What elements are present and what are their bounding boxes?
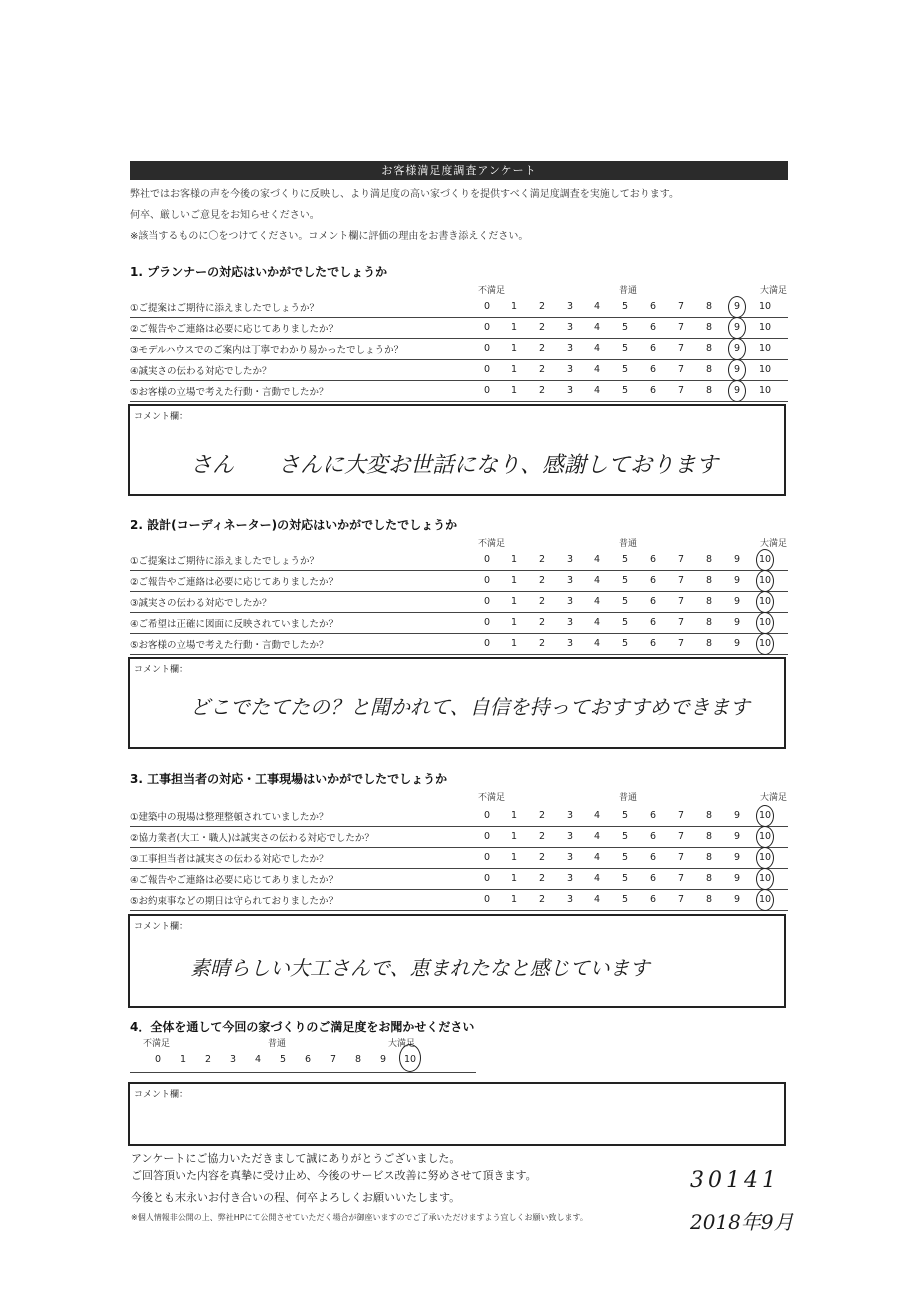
section-2-heading: 2. 設計(コーディネーター)の対応はいかがでしたでしょうか (130, 518, 458, 532)
rating-option-4[interactable]: 4 (593, 831, 601, 842)
scale-label-high: 大満足 (760, 793, 788, 803)
rating-option-1[interactable]: 1 (510, 364, 518, 375)
question-text: ⑤お客様の立場で考えた行動・言動でしたか？ (130, 387, 329, 398)
rating-option-3[interactable]: 3 (566, 385, 574, 396)
answer-circle (756, 591, 774, 613)
rating-option-3[interactable]: 3 (566, 617, 574, 628)
section4-rating-option-6[interactable]: 6 (304, 1054, 312, 1065)
rating-option-3[interactable]: 3 (566, 638, 574, 649)
question-text: ①ご提案はご期待に添えましたでしょうか？ (130, 556, 320, 567)
question-row (130, 359, 788, 381)
rating-option-0[interactable]: 0 (483, 343, 491, 354)
rating-option-1[interactable]: 1 (510, 810, 518, 821)
rating-option-3[interactable]: 3 (566, 810, 574, 821)
rating-option-10[interactable]: 10 (758, 301, 772, 312)
rating-option-6[interactable]: 6 (649, 364, 657, 375)
rating-option-9[interactable]: 9 (733, 385, 741, 396)
rating-option-6[interactable]: 6 (649, 596, 657, 607)
section4-scale-low: 不満足 (143, 1039, 171, 1049)
rating-option-2[interactable]: 2 (538, 873, 546, 884)
rating-option-4[interactable]: 4 (593, 617, 601, 628)
rating-option-7[interactable]: 7 (677, 596, 685, 607)
rating-option-9[interactable]: 9 (733, 364, 741, 375)
rating-option-2[interactable]: 2 (538, 831, 546, 842)
rating-option-5[interactable]: 5 (621, 617, 629, 628)
rating-option-7[interactable]: 7 (677, 831, 685, 842)
comment-label: コメント欄： (134, 412, 189, 422)
rating-option-3[interactable]: 3 (566, 873, 574, 884)
privacy-note: ※個人情報非公開の上、弊社HPにて公開させていただく場合が御座いますのでご了承いただけますよう宜しくお願い致します。 (131, 1213, 588, 1222)
section4-rating-option-9[interactable]: 9 (379, 1054, 387, 1065)
rating-option-9[interactable]: 9 (733, 810, 741, 821)
rating-option-10[interactable]: 10 (758, 322, 772, 333)
rating-option-5[interactable]: 5 (621, 385, 629, 396)
rating-option-9[interactable]: 9 (733, 638, 741, 649)
section4-rating-option-1[interactable]: 1 (179, 1054, 187, 1065)
scale-label-mid: 普通 (619, 286, 638, 296)
rating-option-6[interactable]: 6 (649, 343, 657, 354)
rating-option-9[interactable]: 9 (733, 575, 741, 586)
rating-option-2[interactable]: 2 (538, 575, 546, 586)
answer-circle (756, 570, 774, 592)
section-1-comment-text: さん さんに大変お世話になり、感謝しております (190, 453, 719, 478)
question-text: ②協力業者(大工・職人)は誠実さの伝わる対応でしたか？ (130, 833, 374, 844)
rating-option-10[interactable]: 10 (758, 343, 772, 354)
rating-option-4[interactable]: 4 (593, 322, 601, 333)
rating-option-2[interactable]: 2 (538, 554, 546, 565)
section-2-comment-box (128, 657, 786, 749)
rating-option-8[interactable]: 8 (705, 385, 713, 396)
rating-option-3[interactable]: 3 (566, 322, 574, 333)
section4-underline (130, 1072, 476, 1073)
rating-option-0[interactable]: 0 (483, 596, 491, 607)
rating-option-4[interactable]: 4 (593, 364, 601, 375)
rating-option-3[interactable]: 3 (566, 575, 574, 586)
rating-option-6[interactable]: 6 (649, 301, 657, 312)
rating-option-5[interactable]: 5 (621, 364, 629, 375)
footer-line-1: アンケートにご協力いただきまして誠にありがとうございました。 (131, 1152, 461, 1165)
rating-option-2[interactable]: 2 (538, 343, 546, 354)
question-text: ④ご報告やご連絡は必要に応じてありましたか？ (130, 875, 339, 886)
rating-option-6[interactable]: 6 (649, 810, 657, 821)
rating-option-7[interactable]: 7 (677, 364, 685, 375)
answer-circle (756, 826, 774, 848)
rating-option-9[interactable]: 9 (733, 894, 741, 905)
rating-option-2[interactable]: 2 (538, 322, 546, 333)
rating-option-5[interactable]: 5 (621, 894, 629, 905)
rating-option-0[interactable]: 0 (483, 554, 491, 565)
rating-option-6[interactable]: 6 (649, 831, 657, 842)
question-row (130, 317, 788, 339)
rating-option-7[interactable]: 7 (677, 385, 685, 396)
question-text: ①ご提案はご期待に添えましたでしょうか？ (130, 303, 320, 314)
rating-option-4[interactable]: 4 (593, 873, 601, 884)
scale-label-low: 不満足 (478, 286, 506, 296)
rating-option-9[interactable]: 9 (733, 831, 741, 842)
section4-scale-high: 大満足 (388, 1039, 416, 1049)
rating-option-0[interactable]: 0 (483, 617, 491, 628)
rating-option-6[interactable]: 6 (649, 894, 657, 905)
rating-option-1[interactable]: 1 (510, 873, 518, 884)
section4-rating-option-5[interactable]: 5 (279, 1054, 287, 1065)
rating-option-2[interactable]: 2 (538, 617, 546, 628)
rating-option-0[interactable]: 0 (483, 810, 491, 821)
answer-circle (756, 633, 774, 655)
rating-option-7[interactable]: 7 (677, 301, 685, 312)
rating-option-8[interactable]: 8 (705, 617, 713, 628)
answer-circle (728, 359, 746, 381)
scale-label-mid: 普通 (619, 539, 638, 549)
answer-circle (728, 380, 746, 402)
rating-option-5[interactable]: 5 (621, 810, 629, 821)
question-row (130, 296, 788, 318)
rating-option-1[interactable]: 1 (510, 554, 518, 565)
rating-option-9[interactable]: 9 (733, 322, 741, 333)
answer-circle (728, 317, 746, 339)
question-row (130, 549, 788, 571)
answer-circle (756, 847, 774, 869)
rating-option-8[interactable]: 8 (705, 343, 713, 354)
answer-circle (728, 338, 746, 360)
rating-option-7[interactable]: 7 (677, 343, 685, 354)
rating-option-3[interactable]: 3 (566, 343, 574, 354)
rating-option-9[interactable]: 9 (733, 852, 741, 863)
scale-label-high: 大満足 (760, 286, 788, 296)
survey-title: お客様満足度調査アンケート (130, 161, 788, 180)
question-text: ③工事担当者は誠実さの伝わる対応でしたか？ (130, 854, 329, 865)
rating-option-4[interactable]: 4 (593, 596, 601, 607)
rating-option-0[interactable]: 0 (483, 894, 491, 905)
section-2-comment-text: どこでたてたの？と聞かれて、自信を持っておすすめできます (190, 695, 750, 719)
question-text: ④ご希望は正確に図面に反映されていましたか？ (130, 619, 339, 630)
handwritten-date: 2018年9月 (690, 1210, 794, 1234)
rating-option-3[interactable]: 3 (566, 831, 574, 842)
rating-option-9[interactable]: 9 (733, 554, 741, 565)
rating-option-8[interactable]: 8 (705, 638, 713, 649)
rating-option-10[interactable]: 10 (758, 852, 772, 863)
rating-option-7[interactable]: 7 (677, 810, 685, 821)
rating-option-6[interactable]: 6 (649, 575, 657, 586)
question-row (130, 612, 788, 634)
question-row (130, 338, 788, 360)
rating-option-5[interactable]: 5 (621, 322, 629, 333)
section4-rating-option-4[interactable]: 4 (254, 1054, 262, 1065)
section-3-heading: 3. 工事担当者の対応・工事現場はいかがでしたでしょうか (130, 772, 448, 786)
rating-option-10[interactable]: 10 (758, 617, 772, 628)
rating-option-6[interactable]: 6 (649, 554, 657, 565)
rating-option-4[interactable]: 4 (593, 575, 601, 586)
section4-rating-option-3[interactable]: 3 (229, 1054, 237, 1065)
rating-option-10[interactable]: 10 (758, 831, 772, 842)
rating-option-6[interactable]: 6 (649, 638, 657, 649)
rating-option-1[interactable]: 1 (510, 894, 518, 905)
rating-option-8[interactable]: 8 (705, 810, 713, 821)
rating-option-0[interactable]: 0 (483, 322, 491, 333)
answer-circle (756, 612, 774, 634)
section-3-comment-box (128, 914, 786, 1008)
rating-option-8[interactable]: 8 (705, 873, 713, 884)
footer-line-3: 今後とも末永いお付き合いの程、何卒よろしくお願いいたします。 (131, 1191, 461, 1204)
section4-rating-option-10[interactable]: 10 (403, 1054, 417, 1065)
rating-option-2[interactable]: 2 (538, 596, 546, 607)
rating-option-5[interactable]: 5 (621, 852, 629, 863)
rating-option-10[interactable]: 10 (758, 596, 772, 607)
rating-option-2[interactable]: 2 (538, 385, 546, 396)
section-3-comment-text: 素晴らしい大工さんで、恵まれたなと感じています (190, 956, 650, 980)
rating-option-2[interactable]: 2 (538, 810, 546, 821)
rating-option-10[interactable]: 10 (758, 638, 772, 649)
rating-option-5[interactable]: 5 (621, 343, 629, 354)
question-text: ⑤お約束事などの期日は守られておりましたか？ (130, 896, 339, 907)
rating-option-1[interactable]: 1 (510, 322, 518, 333)
question-row (130, 805, 788, 827)
rating-option-5[interactable]: 5 (621, 575, 629, 586)
rating-option-7[interactable]: 7 (677, 617, 685, 628)
rating-option-1[interactable]: 1 (510, 638, 518, 649)
rating-option-0[interactable]: 0 (483, 852, 491, 863)
rating-option-5[interactable]: 5 (621, 873, 629, 884)
rating-option-7[interactable]: 7 (677, 322, 685, 333)
rating-option-1[interactable]: 1 (510, 301, 518, 312)
question-row (130, 570, 788, 592)
rating-option-3[interactable]: 3 (566, 554, 574, 565)
rating-option-8[interactable]: 8 (705, 596, 713, 607)
scale-label-low: 不満足 (478, 539, 506, 549)
section4-scale-mid: 普通 (268, 1039, 287, 1049)
rating-option-5[interactable]: 5 (621, 831, 629, 842)
handwritten-id: 30141 (690, 1168, 780, 1193)
rating-option-8[interactable]: 8 (705, 831, 713, 842)
rating-option-5[interactable]: 5 (621, 596, 629, 607)
rating-option-0[interactable]: 0 (483, 638, 491, 649)
rating-option-7[interactable]: 7 (677, 894, 685, 905)
section4-answer-circle (399, 1044, 421, 1072)
rating-option-5[interactable]: 5 (621, 638, 629, 649)
rating-option-1[interactable]: 1 (510, 385, 518, 396)
section4-rating-option-0[interactable]: 0 (154, 1054, 162, 1065)
section-1-comment-box (128, 404, 786, 496)
comment-label: コメント欄： (134, 665, 189, 675)
comment-label: コメント欄： (134, 1090, 189, 1100)
rating-option-9[interactable]: 9 (733, 617, 741, 628)
rating-option-8[interactable]: 8 (705, 364, 713, 375)
section4-rating-option-8[interactable]: 8 (354, 1054, 362, 1065)
rating-option-7[interactable]: 7 (677, 638, 685, 649)
rating-option-4[interactable]: 4 (593, 554, 601, 565)
rating-option-3[interactable]: 3 (566, 852, 574, 863)
answer-circle (756, 868, 774, 890)
rating-option-5[interactable]: 5 (621, 301, 629, 312)
rating-option-1[interactable]: 1 (510, 852, 518, 863)
rating-option-2[interactable]: 2 (538, 638, 546, 649)
rating-option-10[interactable]: 10 (758, 385, 772, 396)
rating-option-7[interactable]: 7 (677, 873, 685, 884)
rating-option-1[interactable]: 1 (510, 596, 518, 607)
question-text: ①建築中の現場は整理整頓されていましたか？ (130, 812, 329, 823)
answer-circle (756, 549, 774, 571)
rating-option-8[interactable]: 8 (705, 301, 713, 312)
rating-option-2[interactable]: 2 (538, 301, 546, 312)
question-text: ③モデルハウスでのご案内は丁寧でわかり易かったでしょうか？ (130, 345, 404, 356)
rating-option-10[interactable]: 10 (758, 810, 772, 821)
scale-label-mid: 普通 (619, 793, 638, 803)
intro-line-2: 何卒、厳しいご意見をお知らせください。 (130, 210, 320, 221)
rating-option-4[interactable]: 4 (593, 852, 601, 863)
comment-label: コメント欄： (134, 922, 189, 932)
rating-option-0[interactable]: 0 (483, 301, 491, 312)
rating-option-8[interactable]: 8 (705, 575, 713, 586)
rating-option-7[interactable]: 7 (677, 575, 685, 586)
rating-option-2[interactable]: 2 (538, 364, 546, 375)
answer-circle (756, 889, 774, 911)
rating-option-9[interactable]: 9 (733, 343, 741, 354)
question-row (130, 633, 788, 655)
answer-circle (756, 805, 774, 827)
rating-option-3[interactable]: 3 (566, 301, 574, 312)
question-row (130, 889, 788, 911)
rating-option-9[interactable]: 9 (733, 596, 741, 607)
rating-option-0[interactable]: 0 (483, 831, 491, 842)
rating-option-6[interactable]: 6 (649, 385, 657, 396)
rating-option-10[interactable]: 10 (758, 894, 772, 905)
rating-option-0[interactable]: 0 (483, 364, 491, 375)
rating-option-8[interactable]: 8 (705, 322, 713, 333)
rating-option-1[interactable]: 1 (510, 575, 518, 586)
question-text: ②ご報告やご連絡は必要に応じてありましたか？ (130, 324, 339, 335)
rating-option-9[interactable]: 9 (733, 301, 741, 312)
rating-option-5[interactable]: 5 (621, 554, 629, 565)
scale-label-low: 不満足 (478, 793, 506, 803)
section4-comment-box (128, 1082, 786, 1146)
rating-option-10[interactable]: 10 (758, 554, 772, 565)
rating-option-0[interactable]: 0 (483, 385, 491, 396)
rating-option-3[interactable]: 3 (566, 894, 574, 905)
rating-option-3[interactable]: 3 (566, 596, 574, 607)
rating-option-6[interactable]: 6 (649, 852, 657, 863)
question-row (130, 868, 788, 890)
rating-option-1[interactable]: 1 (510, 831, 518, 842)
rating-option-6[interactable]: 6 (649, 617, 657, 628)
rating-option-4[interactable]: 4 (593, 638, 601, 649)
intro-line-1: 弊社ではお客様の声を今後の家づくりに反映し、より満足度の高い家づくりを提供すべく満足度調査を実施しております。 (130, 189, 679, 200)
rating-option-4[interactable]: 4 (593, 810, 601, 821)
rating-option-0[interactable]: 0 (483, 873, 491, 884)
rating-option-8[interactable]: 8 (705, 554, 713, 565)
rating-option-7[interactable]: 7 (677, 554, 685, 565)
section4-heading: 4．全体を通して今回の家づくりのご満足度をお聞かせください (130, 1020, 475, 1034)
footer-line-2: ご回答頂いた内容を真摯に受け止め、今後のサービス改善に努めさせて頂きます。 (131, 1169, 537, 1182)
section-1-heading: 1. プランナーの対応はいかがでしたでしょうか (130, 265, 388, 279)
rating-option-0[interactable]: 0 (483, 575, 491, 586)
rating-option-7[interactable]: 7 (677, 852, 685, 863)
question-row (130, 826, 788, 848)
rating-option-4[interactable]: 4 (593, 301, 601, 312)
rating-option-2[interactable]: 2 (538, 894, 546, 905)
rating-option-10[interactable]: 10 (758, 575, 772, 586)
question-row (130, 591, 788, 613)
rating-option-8[interactable]: 8 (705, 894, 713, 905)
rating-option-3[interactable]: 3 (566, 364, 574, 375)
question-text: ③誠実さの伝わる対応でしたか？ (130, 598, 272, 609)
rating-option-10[interactable]: 10 (758, 873, 772, 884)
rating-option-6[interactable]: 6 (649, 322, 657, 333)
rating-option-4[interactable]: 4 (593, 894, 601, 905)
question-row (130, 847, 788, 869)
question-text: ⑤お客様の立場で考えた行動・言動でしたか？ (130, 640, 329, 651)
answer-circle (728, 296, 746, 318)
rating-option-6[interactable]: 6 (649, 873, 657, 884)
rating-option-4[interactable]: 4 (593, 343, 601, 354)
rating-option-10[interactable]: 10 (758, 364, 772, 375)
section4-rating-option-7[interactable]: 7 (329, 1054, 337, 1065)
question-row (130, 380, 788, 402)
scale-label-high: 大満足 (760, 539, 788, 549)
rating-option-4[interactable]: 4 (593, 385, 601, 396)
rating-option-8[interactable]: 8 (705, 852, 713, 863)
question-text: ②ご報告やご連絡は必要に応じてありましたか？ (130, 577, 339, 588)
rating-option-2[interactable]: 2 (538, 852, 546, 863)
section4-rating-option-2[interactable]: 2 (204, 1054, 212, 1065)
question-text: ④誠実さの伝わる対応でしたか？ (130, 366, 272, 377)
rating-option-1[interactable]: 1 (510, 617, 518, 628)
rating-option-9[interactable]: 9 (733, 873, 741, 884)
rating-option-1[interactable]: 1 (510, 343, 518, 354)
intro-line-3: ※該当するものに〇をつけてください。コメント欄に評価の理由をお書き添えください。 (130, 231, 529, 242)
